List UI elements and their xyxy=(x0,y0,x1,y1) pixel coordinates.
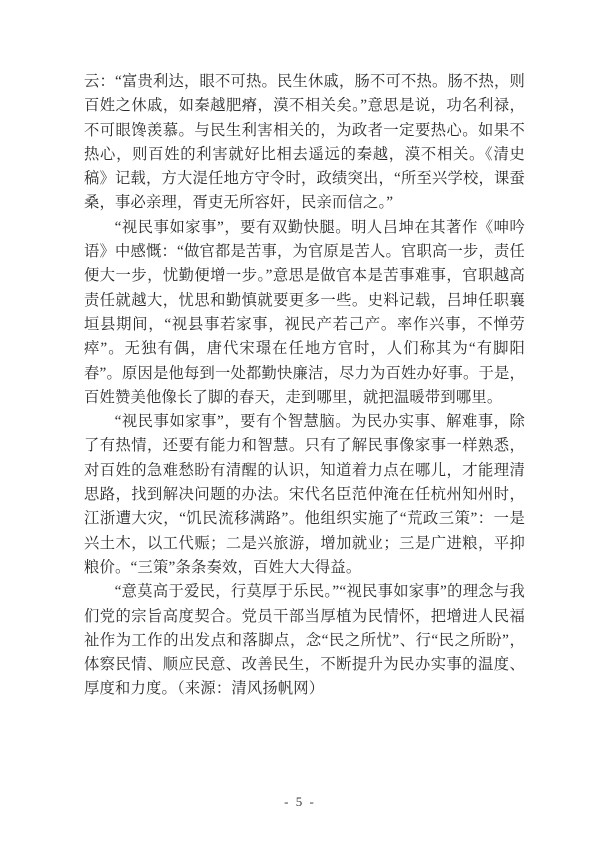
paragraph-wise-mind: “视民事如家事”，要有个智慧脑。为民办实事、解难事，除了有热情，还要有能力和智慧。只有了解民事像家事一样熟悉，对百姓的急难愁盼有清醒的认识，知道着力点在哪儿，才能理清思路，找到解决问题的办法。宋代名臣范仲淹在任杭州知州时，江浙遭大灾，“饥民流移满路”。他组织实施了“荒政三策”：一是兴土木，以工代赈；二是兴旅游，增加就业；三是广进粮，平抑粮价。“三策”条条奏效，百姓大大得益。 xyxy=(84,413,525,576)
paragraph-continuation: 云：“富贵利达，眼不可热。民生休戚，肠不可不热。肠不热，则百姓之休戚，如秦越肥瘠，漠不相关矣。”意思是说，功名利禄，不可眼馋羡慕。与民生利害相关的，为政者一定要热心。如果不热心，则百姓的利害就好比相去遥远的秦越，漠不相关。《清史稿》记载，方大湜任地方守令时，政绩突出，“所至兴学校，课蚕桑，事必亲理，胥吏无所容奸，民亲而信之。” xyxy=(84,73,525,212)
paragraph-conclusion: “意莫高于爱民，行莫厚于乐民。”“视民事如家事”的理念与我们党的宗旨高度契合。党员干部当厚植为民情怀，把增进人民福祉作为工作的出发点和落脚点，念“民之所忧”、行“民之所盼”，体察民情、顺应民意、改善民生，不断提升为民办实事的温度、厚度和力度。（来源：清风扬帆网） xyxy=(84,583,525,698)
document-body xyxy=(84,70,525,702)
page-number: - 5 - xyxy=(284,794,316,809)
paragraph-diligent-legs: “视民事如家事”，要有双勤快腿。明人吕坤在其著作《呻吟语》中感慨：“做官都是苦事，为官原是苦人。官职高一步，责任便大一步，忧勤便增一步。”意思是做官本是苦事难事，官职越高责任就越大，忧思和勤慎就要更多一些。史料记载，吕坤任职襄垣县期间，“视县事若家事，视民产若己产。率作兴事，不惮劳瘁”。无独有偶，唐代宋璟在任地方官时，人们称其为“有脚阳春”。原因是他每到一处都勤快廉洁，尽力为百姓办好事。于是，百姓赞美他像长了脚的春天，走到哪里，就把温暖带到哪里。 xyxy=(84,218,525,406)
